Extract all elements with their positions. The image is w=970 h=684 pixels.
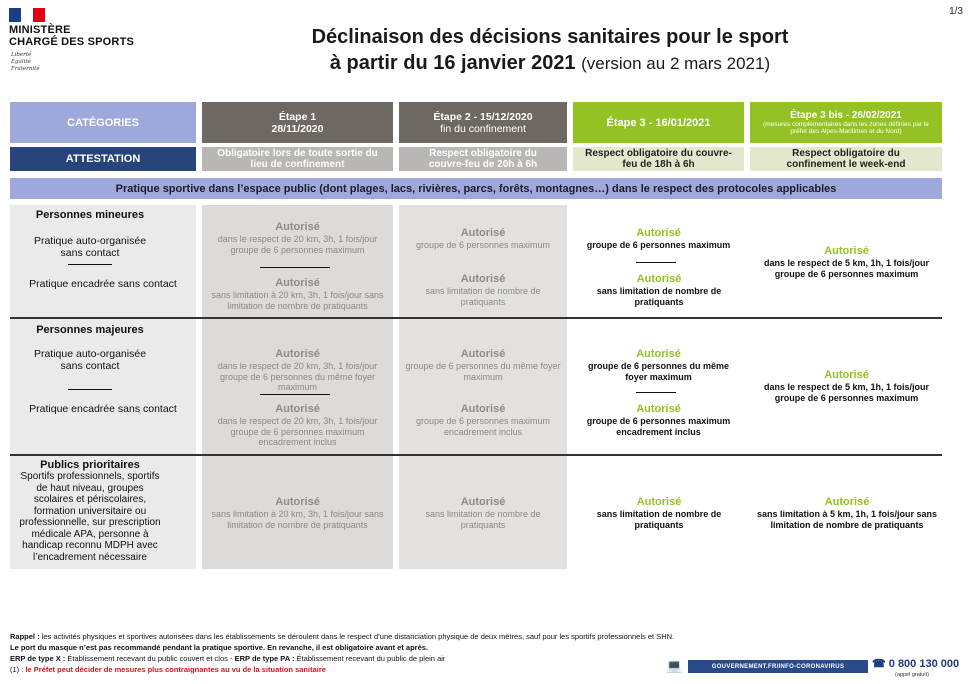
adults-stage3bis [755,368,938,403]
status-label: Autorisé [275,221,320,233]
erp-pa-label: ERP de type PA : [234,654,295,663]
ministry-name: MINISTÈRE CHARGÉ DES SPORTS [9,24,135,48]
status-detail: groupe de 6 personnes du même foyer maximum [587,361,730,382]
category-adults-self-organized: Pratique auto-organisée sans contact [33,348,147,372]
adults-stage3-supervised [578,402,739,437]
status-label: Autorisé [275,403,320,415]
sub-divider [260,267,330,268]
status-detail: sans limitation de nombre de pratiquants [596,509,722,530]
status-detail: sans limitation de nombre de pratiquants [425,509,541,530]
minors-stage3-supervised [585,272,733,307]
reminder-text: les activités physiques et sportives autorisées dans les établissements se déroulent dans le respect d’une distanciation physique de deux mètres, sauf pour les sportifs professionnels et SHN. [41,632,675,641]
gov-info-link[interactable]: GOUVERNEMENT.FR/INFO-CORONAVIRUS [688,660,868,673]
footer-prefect-note [10,665,650,675]
status-label: Autorisé [460,403,506,415]
stage-1-attestation: Obligatoire lors de toute sortie du lieu de confinement [202,147,393,171]
category-adults-heading: Personnes majeures [36,324,144,336]
note-text: le Préfet peut décider de mesures plus contraignantes au vu de la situation sanitaire [25,665,326,674]
minors-stage3bis [755,244,938,279]
stage-2-subtitle: fin du confinement [440,122,526,135]
status-label: Autorisé [275,496,320,508]
stage-3-header: Étape 3 - 16/01/2021 [573,102,744,143]
status-label: Autorisé [636,348,681,360]
minors-stage1-self-organized [205,220,390,255]
adults-stage2-supervised [405,402,561,437]
stage-3bis-title: Étape 3 bis - 26/02/2021 [790,109,902,121]
adults-stage3-self-organized [578,347,739,382]
flag-blue [9,8,21,22]
phone-icon: ☎ [872,658,886,670]
status-label: Autorisé [275,348,320,360]
page-number: 1/3 [949,6,963,17]
status-label: Autorisé [636,496,682,508]
status-detail: sans limitation de nombre de pratiquants [596,286,722,307]
status-detail: sans limitation de nombre de pratiquants [425,286,541,307]
footer-mask-note: Le port du masque n’est pas recommandé pendant la pratique sportive. En revanche, il est obligatoire avant et après. [10,643,429,652]
status-detail: dans le respect de 20 km, 3h, 1 fois/jour groupe de 6 personnes du même foyer maximum [217,361,378,392]
priority-stage2 [410,495,556,530]
hotline-number[interactable] [872,657,959,670]
status-label: Autorisé [460,496,506,508]
status-detail: sans limitation à 5 km, 1h, 1 fois/jour sans limitation de nombre de pratiquants [756,509,938,530]
adults-stage2-self-organized [405,347,561,382]
version-note: (version au 2 mars 2021) [581,54,771,73]
flag-white [21,8,33,22]
status-detail: sans limitation à 20 km, 3h, 1 fois/jour sans limitation de nombre de pratiquants [211,290,384,311]
note-number: (1) : [10,665,24,674]
adults-stage1-self-organized [205,347,390,393]
status-label: Autorisé [460,348,506,360]
status-detail: sans limitation à 20 km, 3h, 1 fois/jour sans limitation de nombre de pratiquants [211,509,384,530]
republic-motto: Liberté Égalité Fraternité [11,52,40,72]
hotline-text: 0 800 130 000 [888,658,960,670]
category-minors-supervised: Pratique encadrée sans contact [29,278,177,290]
footer-reminder [10,632,870,642]
priority-stage3bis [752,495,942,530]
page-subtitle [200,51,900,76]
hotline-free-note: (appel gratuit) [895,672,929,678]
stage-1-date: 28/11/2020 [271,122,324,135]
reminder-label: Rappel : [10,632,40,641]
status-detail: groupe de 6 personnes maximum [586,240,731,250]
attestation-header: ATTESTATION [10,147,196,171]
page-title: Déclinaison des décisions sanitaires pour le sport [311,26,789,48]
stage-3bis-header [750,102,942,143]
priority-stage3 [585,495,733,530]
status-detail: dans le respect de 5 km, 1h, 1 fois/jour groupe de 6 personnes maximum [763,258,930,279]
flag-red [33,8,45,22]
sub-divider [636,262,676,263]
categories-header: CATÉGORIES [10,102,196,143]
stage-1-title: Étape 1 [278,110,317,123]
stage-2-title: Étape 2 - 15/12/2020 [433,110,533,123]
sub-divider [260,394,330,395]
category-adults-supervised: Pratique encadrée sans contact [29,403,177,415]
stage-2-header [399,102,567,143]
minors-stage1-supervised [202,276,393,311]
stage-1-header [202,102,393,143]
status-detail: groupe de 6 personnes maximum encadrement inclus [586,416,731,437]
priority-stage1 [205,495,390,530]
sub-divider [68,264,112,265]
status-label: Autorisé [460,273,506,285]
stage-3bis-attestation: Respect obligatoire du confinement le week-end [750,147,942,171]
erp-x-label: ERP de type X : [10,654,66,663]
laptop-icon: 💻 [666,658,683,673]
erp-x-text: Établissement recevant du public couvert et clos - [67,654,233,663]
status-label: Autorisé [824,245,869,257]
status-label: Autorisé [824,496,870,508]
minors-stage2-supervised [410,272,556,307]
effective-date: à partir du 16 janvier 2021 [329,52,576,74]
minors-stage3-self-organized [576,226,741,251]
status-detail: dans le respect de 20 km, 3h, 1 fois/jour groupe de 6 personnes maximum encadrement inclus [217,416,378,447]
erp-pa-text: Établissement recevant du public de plein air [296,654,446,663]
category-priority-description: Sportifs professionnels, sportifs de haut niveau, groupes scolaires et périscolaires, formation universitaire ou professionnelle, sur prescription médicale APA, personne à handicap reconnu MDPH avec l’encadrement nécessaire [19,471,161,563]
stage-3-attestation: Respect obligatoire du couvre-feu de 18h à 6h [573,147,744,171]
footer-erp-definitions [10,654,650,664]
status-detail: groupe de 6 personnes du même foyer maximum [405,361,561,382]
category-minors-heading: Personnes mineures [35,209,145,221]
row-divider [10,454,942,456]
adults-stage1-supervised [205,402,390,448]
status-label: Autorisé [275,277,320,289]
status-label: Autorisé [636,273,682,285]
row-divider [10,317,942,319]
status-label: Autorisé [460,227,506,239]
stage-3bis-note: (mesures complémentaires dans les zones définies par le préfet des Alpes-Maritimes et du Nord) [763,120,929,135]
status-detail: groupe de 6 personnes maximum [415,240,551,250]
minors-stage2-self-organized [402,226,564,251]
status-detail: dans le respect de 5 km, 1h, 1 fois/jour groupe de 6 personnes maximum [763,382,930,403]
republic-flag-logo [9,8,45,22]
status-detail: groupe de 6 personnes maximum encadrement inclus [415,416,551,437]
category-minors-self-organized: Pratique auto-organisée sans contact [33,235,147,259]
status-label: Autorisé [636,227,681,239]
sub-divider [68,389,112,390]
status-detail: dans le respect de 20 km, 3h, 1 fois/jour groupe de 6 personnes maximum [217,234,378,255]
stage-2-attestation: Respect obligatoire du couvre-feu de 20h à 6h [399,147,567,171]
status-label: Autorisé [824,369,869,381]
category-priority-heading: Publics prioritaires [40,459,140,471]
status-label: Autorisé [636,403,681,415]
public-space-band: Pratique sportive dans l’espace public (dont plages, lacs, rivières, parcs, forêts, montagnes…) dans le respect des protocoles applicables [10,178,942,199]
sub-divider [636,392,676,393]
